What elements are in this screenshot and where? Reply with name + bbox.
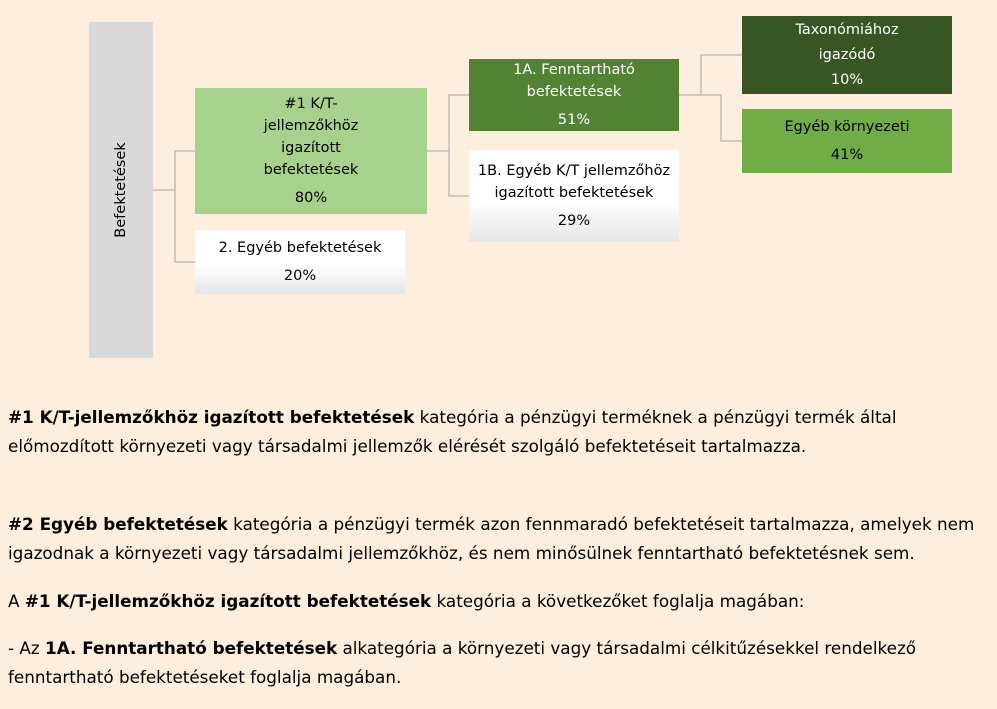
root-label: Befektetések bbox=[113, 142, 129, 238]
paragraph-kt-definition bbox=[8, 403, 993, 461]
node-other-environmental-line-1: Egyéb környezeti bbox=[784, 119, 910, 135]
paragraph-kt-includes-rest: kategória a következőket foglalja magában: bbox=[431, 591, 805, 611]
connector-kt-other bbox=[449, 151, 469, 196]
node-other-investments bbox=[195, 230, 405, 294]
paragraph-sustainable-definition-pre: - Az bbox=[8, 638, 46, 658]
node-kt-aligned-line-1: #1 K/T- bbox=[284, 96, 338, 112]
node-kt-aligned-line-4: befektetések bbox=[263, 162, 359, 178]
node-other-investments-line-1: 2. Egyéb befektetések bbox=[218, 240, 382, 256]
paragraph-kt-includes-bold: #1 K/T-jellemzőkhöz igazított befektetések bbox=[24, 591, 432, 611]
node-sustainable-line-1: 1A. Fenntartható bbox=[513, 62, 635, 78]
connector-kt-sustainable bbox=[427, 95, 469, 151]
paragraph-other-definition-bold: #2 Egyéb befektetések bbox=[8, 514, 228, 534]
node-kt-aligned-line-3: igazított bbox=[281, 140, 341, 156]
paragraph-kt-definition-rest: kategória a pénzügyi terméknek a pénzügyi termék által előmozdított környezeti vagy társadalmi jellemzők elérését szolgáló befektetéseit tartalmazza. bbox=[8, 407, 897, 456]
connector-root-kt bbox=[153, 151, 195, 190]
connector-sustainable-env bbox=[701, 95, 742, 141]
paragraph-other-definition bbox=[8, 510, 993, 568]
node-kt-aligned-line-2: jellemzőkhöz bbox=[263, 118, 359, 134]
root-node-investments bbox=[89, 22, 153, 358]
paragraph-kt-includes-pre: A bbox=[8, 591, 25, 611]
node-taxonomy-aligned-percent: 10% bbox=[830, 71, 864, 88]
paragraph-sustainable-definition bbox=[8, 634, 993, 692]
node-taxonomy-aligned-line-1: Taxonómiához bbox=[795, 21, 899, 38]
node-other-kt-line-2: igazított befektetések bbox=[494, 185, 654, 201]
node-sustainable-line-2: befektetések bbox=[526, 84, 622, 100]
connector-root-other bbox=[175, 190, 195, 262]
node-kt-aligned bbox=[195, 88, 427, 214]
node-taxonomy-aligned bbox=[742, 16, 952, 94]
node-other-kt bbox=[469, 150, 679, 242]
node-other-environmental bbox=[742, 109, 952, 173]
node-sustainable-percent: 51% bbox=[557, 112, 591, 128]
paragraph-kt-includes bbox=[8, 587, 993, 616]
paragraph-sustainable-definition-rest: alkategória a környezeti vagy társadalmi célkitűzésekkel rendelkező fenntartható befektetéseket foglalja magában. bbox=[8, 638, 917, 687]
node-other-environmental-percent: 41% bbox=[830, 147, 864, 163]
node-other-kt-line-1: 1B. Egyéb K/T jellemzőhöz bbox=[477, 163, 671, 179]
connector-sustainable-taxonomy bbox=[679, 55, 742, 95]
paragraph-sustainable-definition-bold: 1A. Fenntartható befektetések bbox=[45, 638, 338, 658]
node-taxonomy-aligned-line-2: igazódó bbox=[818, 46, 876, 63]
node-kt-aligned-percent: 80% bbox=[294, 190, 328, 206]
node-other-kt-percent: 29% bbox=[557, 213, 591, 229]
paragraph-kt-definition-bold: #1 K/T-jellemzőkhöz igazított befektetések bbox=[8, 407, 415, 427]
node-sustainable bbox=[469, 59, 679, 131]
node-other-investments-percent: 20% bbox=[283, 268, 317, 284]
paragraph-other-definition-rest: kategória a pénzügyi termék azon fennmaradó befektetéseit tartalmazza, amelyek nem igazodnak a környezeti vagy társadalmi jellemzőkhöz, és nem minősülnek fenntartható befektetésnek sem. bbox=[8, 514, 975, 563]
